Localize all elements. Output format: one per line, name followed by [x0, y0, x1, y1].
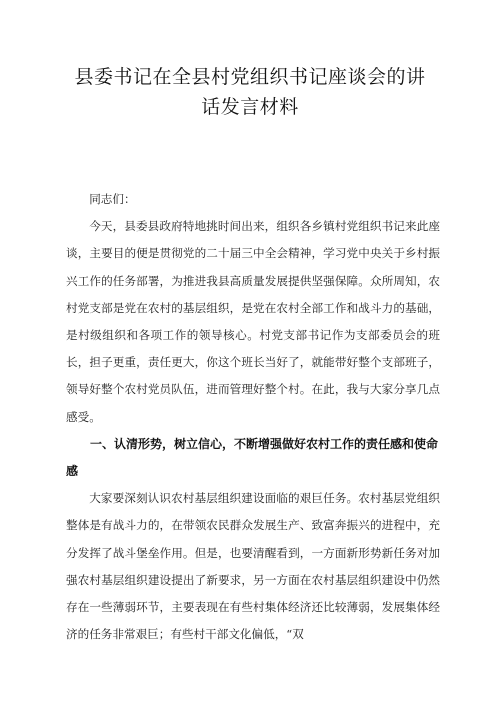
paragraph-opening: 今天，县委县政府特地挑时间出来，组织各乡镇村党组织书记来此座谈，主要目的便是贯彻党的二十届三中全会精神，学习党中央关于乡村振兴工作的任务部署，为推进我县高质量发展提供坚强保障。众所周知，农村党支部是党在农村的基层组织，是党在农村全部工作和战斗力的基础，是村级组织和各项工作的领导核心。村党支部书记作为支部委员会的班长，担子更重，责任更大，你这个班长当好了，就能带好整个支部班子，领导好整个农村党员队伍，进而管理好整个村。在此，我与大家分享几点感受。	[66, 219, 440, 424]
title-line-1: 县委书记在全县村党组织书记座谈会的讲	[74, 66, 426, 88]
document-title	[60, 62, 440, 122]
paragraph-section-1: 大家要深刻认识农村基层组织建设面临的艰巨任务。农村基层党组织整体是有战斗力的，在带领农民群众发展生产、致富奔振兴的进程中，充分发挥了战斗堡垒作用。但是，也要清醒看到，一方面新形势新任务对加强农村基层组织建设提出了新要求，另一方面在农村基层组织建设中仍然存在一些薄弱环节，主要表现在有些村集体经济还比较薄弱，发展集体经济的任务非常艰巨；有些村干部文化偏低，“双	[66, 491, 440, 642]
section-heading-1: 一、认清形势，树立信心，不断增强做好农村工作的责任感和使命感	[66, 436, 439, 479]
salutation: 同志们：	[89, 192, 136, 206]
document-body	[66, 186, 440, 648]
title-line-2: 话发言材料	[201, 96, 299, 118]
